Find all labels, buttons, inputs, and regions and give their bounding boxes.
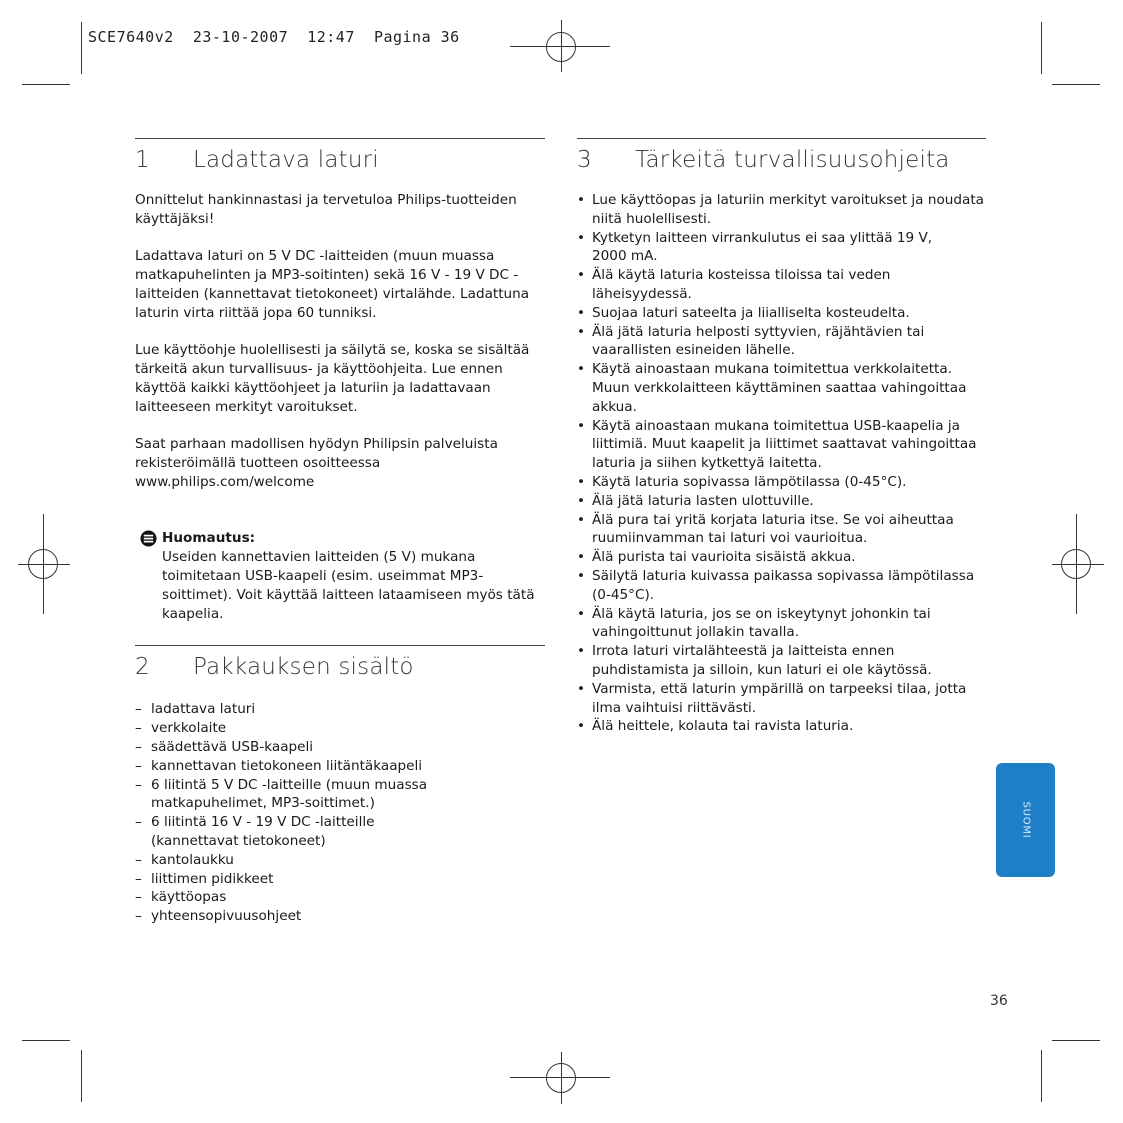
section-title: Ladattava laturi xyxy=(193,147,379,173)
section-number: 3 xyxy=(577,147,592,173)
page-number: 36 xyxy=(990,993,1008,1009)
list-item: – käyttöopas xyxy=(135,889,227,906)
list-item: • Älä heittele, kolauta tai ravista laturia. xyxy=(577,717,986,736)
print-date: 23-10-2007 xyxy=(192,28,289,46)
paragraph: Saat parhaan madollisen hyödyn Philipsin palveluista rekisteröimällä tuotteen osoitteessa www.philips.com/welcome xyxy=(135,436,498,490)
safety-instructions-list xyxy=(577,191,986,736)
print-time: 12:47 xyxy=(307,28,355,46)
section-number: 2 xyxy=(135,654,150,681)
list-item: – kantolaukku xyxy=(135,851,234,868)
note-text: Useiden kannettavien laitteiden (5 V) mukana toimitetaan USB-kaapeli (esim. useimmat MP3-soittimet). Voit käyttää laitteen lataamiseen myös tätä kaapelia. xyxy=(162,549,535,622)
section-rule xyxy=(577,138,986,139)
list-item: • Käytä ainoastaan mukana toimitettua USB-kaapelia ja liittimiä. Muut kaapelit ja liittimet saattavat vahingoittaa laturia ja siihen kytkettyä laitetta. xyxy=(577,417,986,473)
crop-mark xyxy=(81,1050,82,1102)
section-rule xyxy=(135,645,545,646)
package-contents-list xyxy=(135,700,545,926)
note-icon xyxy=(140,530,157,547)
list-item: • Älä pura tai yritä korjata laturia itse. Se voi aiheuttaa ruumiinvamman tai laturi voi vaurioitua. xyxy=(577,511,986,549)
list-item: • Älä käytä laturia kosteissa tiloissa tai veden läheisyydessä. xyxy=(577,266,986,304)
crop-mark xyxy=(1052,1040,1100,1041)
paragraph: Lue käyttöohje huolellisesti ja säilytä se, koska se sisältää tärkeitä akun turvallisuus- ja käyttöohjeita. Lue ennen käyttöä kaikki käyttöohjeet ja laturiin ja ladattavaan laitteeseen merkityt varoitukset. xyxy=(135,342,530,415)
right-column xyxy=(577,138,986,736)
note-title: Huomautus: xyxy=(162,530,256,547)
list-item: • Älä jätä laturia helposti syttyvien, räjähtävien tai vaarallisten esineiden lähelle. xyxy=(577,323,986,361)
print-page-label: Pagina 36 xyxy=(373,28,460,46)
list-item: – yhteensopivuusohjeet xyxy=(135,908,302,925)
list-item: – liittimen pidikkeet xyxy=(135,870,274,887)
list-item: • Suojaa laturi sateelta ja liialliselta kosteudelta. xyxy=(577,304,986,323)
list-item: – ladattava laturi xyxy=(135,701,256,718)
list-item: • Kytketyn laitteen virrankulutus ei saa ylittää 19 V, 2000 mA. xyxy=(577,229,942,267)
section-2-heading xyxy=(135,648,545,688)
paragraph: Onnittelut hankinnastasi ja tervetuloa Philips-tuotteiden käyttäjäksi! xyxy=(135,192,517,227)
list-item: • Älä purista tai vaurioita sisäistä akkua. xyxy=(577,548,986,567)
list-item: – kannettavan tietokoneen liitäntäkaapeli xyxy=(135,757,423,774)
print-header xyxy=(88,28,460,46)
language-tab xyxy=(996,763,1055,877)
list-item: • Älä käytä laturia, jos se on iskeytynyt johonkin tai vahingoittunut jollakin tavalla. xyxy=(577,605,986,643)
section-3-heading xyxy=(577,141,986,181)
list-item: • Käytä laturia sopivassa lämpötilassa (0-45°C). xyxy=(577,473,986,492)
list-item: – säädettävä USB-kaapeli xyxy=(135,738,314,755)
crop-mark xyxy=(1052,84,1100,85)
doc-id: SCE7640v2 xyxy=(88,28,174,46)
crop-mark xyxy=(22,84,70,85)
crop-mark xyxy=(1041,22,1042,74)
section-title: Tärkeitä turvallisuusohjeita xyxy=(635,147,950,173)
paragraph: Ladattava laturi on 5 V DC -laitteiden (muun muassa matkapuhelinten ja MP3-soitinten) sekä 16 V - 19 V DC -laitteiden (kannettavat tietokoneet) virtalähde. Ladattuna laturin virta riittää jopa 60 tunniksi. xyxy=(135,248,530,321)
list-item: • Lue käyttöopas ja laturiin merkityt varoitukset ja noudata niitä huolellisesti. xyxy=(577,191,986,229)
list-item: • Käytä ainoastaan mukana toimitettua verkkolaitetta. Muun verkkolaitteen käyttäminen saattaa vahingoittaa akkua. xyxy=(577,360,986,416)
list-item: • Irrota laturi virtalähteestä ja laitteista ennen puhdistamista ja silloin, kun laturi ei ole käytössä. xyxy=(577,642,986,680)
left-column xyxy=(135,138,545,926)
list-item: • Älä jätä laturia lasten ulottuville. xyxy=(577,492,986,511)
section-number: 1 xyxy=(135,147,150,173)
list-item: • Varmista, että laturin ympärillä on tarpeeksi tilaa, jotta ilma vaihtuisi riittävästi. xyxy=(577,680,986,718)
list-item: – 6 liitintä 16 V - 19 V DC -laitteille (kannettavat tietokoneet) xyxy=(135,814,375,849)
language-tab-label: SUOMI xyxy=(1020,801,1031,839)
section-1-heading xyxy=(135,141,545,181)
note-box xyxy=(135,529,545,623)
list-item: • Säilytä laturia kuivassa paikassa sopivassa lämpötilassa (0-45°C). xyxy=(577,567,986,605)
crop-mark xyxy=(1041,1050,1042,1102)
crop-mark xyxy=(22,1040,70,1041)
section-title: Pakkauksen sisältö xyxy=(193,654,414,681)
section-rule xyxy=(135,138,545,139)
list-item: – verkkolaite xyxy=(135,720,227,737)
list-item: – 6 liitintä 5 V DC -laitteille (muun muassa matkapuhelimet, MP3-soittimet.) xyxy=(135,776,428,812)
crop-mark xyxy=(81,22,82,74)
